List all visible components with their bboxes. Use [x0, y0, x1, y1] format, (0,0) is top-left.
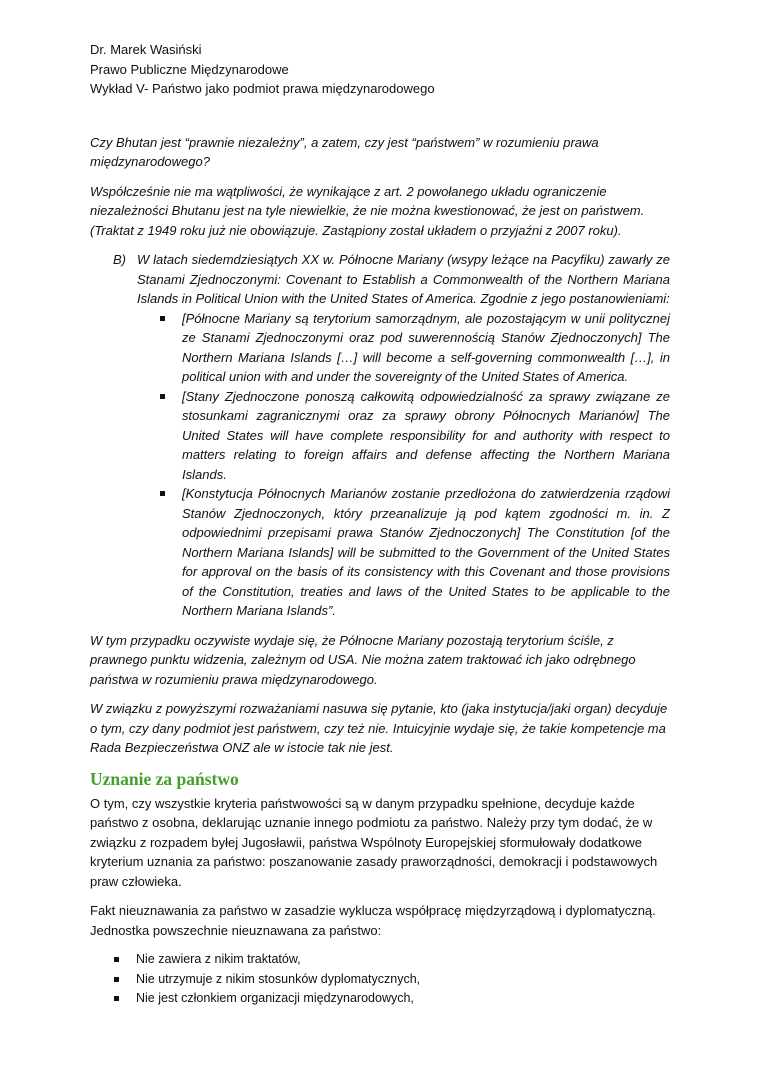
covenant-provisions-list	[137, 309, 670, 621]
recognition-paragraph-1: O tym, czy wszystkie kryteria państwowości są w danym przypadku spełnione, decyduje każde państwo z osobna, deklarując uznanie innego podmiotu za państwo. Należy przy tym dodać, że w związku z rozpadem byłej Jugosławii, państwa Wspólnoty Europejskiej sformułowały dodatkowe kryterium uznania za państwo: poszanowanie zasady praworządności, demokracji i podstawowych praw człowieka.	[90, 795, 658, 889]
unrecognized-consequences-list	[90, 950, 670, 1009]
header-author: Dr. Marek Wasiński	[90, 42, 202, 57]
square-bullet-icon	[114, 957, 119, 962]
section-title: Uznanie za państwo	[90, 768, 239, 789]
section-b-marker: B)	[113, 252, 126, 267]
header-course: Prawo Publiczne Międzynarodowe	[90, 61, 289, 77]
covenant-provision-3: [Konstytucja Północnych Marianów zostanie przedłożona do zatwierdzenia rządowi Stanów Zjednoczonych, który przeanalizuje ją pod kątem zgodności m. in. Z odpowiednimi przepisami prawa Stanów Zjednoczonych] The Constitution [of the Northern Mariana Islands] will be submitted to the Government of the United States for approval on the basis of its consistency with this Covenant and those provisions of the Constitution, treaties and laws of the United States to be applicable to the Northern Mariana Islands”.	[182, 486, 670, 618]
bhutan-answer: Współcześnie nie ma wątpliwości, że wynikające z art. 2 powołanego układu ograniczenie niezależności Bhutanu jest na tyle niewielkie, że nie można kwestionować, że jest on państwem. (Traktat z 1949 roku już nie obowiązuje. Zastąpiony został układem o przyjaźni z 2007 roku).	[90, 183, 645, 238]
document-page	[90, 40, 670, 1009]
list-item	[90, 950, 670, 970]
bhutan-question: Czy Bhutan jest “prawnie niezależny”, a zatem, czy jest “państwem” w rozumieniu prawa międzynarodowego?	[90, 134, 599, 169]
list-item	[137, 387, 670, 485]
covenant-provision-2: [Stany Zjednoczone ponoszą całkowitą odpowiedzialność za sprawy związane ze stosunkami zagranicznymi oraz za sprawy obrony Północnych Marianów] The United States will have complete responsibility for and authority with respect to matters relating to foreign affairs and defense affecting the Northern Mariana Islands.	[182, 388, 670, 482]
recognition-paragraph-2: Fakt nieuznawania za państwo w zasadzie wyklucza współpracę międzyrządową i dyplomatyczną. Jednostka powszechnie nieuznawana za państwo:	[90, 903, 656, 938]
section-b	[90, 250, 670, 621]
square-bullet-icon	[160, 491, 165, 496]
unrecognized-item-1: Nie zawiera z nikim traktatów,	[136, 952, 301, 966]
square-bullet-icon	[114, 977, 119, 982]
square-bullet-icon	[114, 996, 119, 1001]
covenant-provision-1: [Północne Mariany są terytorium samorządnym, ale pozostającym w unii politycznej ze Stanami Zjednoczonymi oraz pod suwerennością Stanów Zjednoczonych] The Northern Mariana Islands […] will become a self-governing commonwealth […], in political union with and under the sovereignty of the United States of America.	[182, 310, 670, 384]
section-b-intro: W latach siedemdziesiątych XX w. Północne Mariany (wsypy leżące na Pacyfiku) zawarły ze Stanami Zjednoczonymi: Covenant to Establish a Commonwealth of the Northern Mariana Islands in Political Union with the United States of America. Zgodnie z jego postanowieniami:	[137, 252, 670, 306]
conclusion-2: W związku z powyższymi rozważaniami nasuwa się pytanie, kto (jaka instytucja/jaki organ) decyduje o tym, czy dany podmiot jest państwem, czy też nie. Intuicyjnie wydaje się, że takie kompetencje ma Rada Bezpieczeństwa ONZ ale w istocie tak nie jest.	[90, 701, 668, 755]
square-bullet-icon	[160, 316, 165, 321]
list-item	[137, 309, 670, 387]
list-item	[137, 484, 670, 621]
list-item	[90, 970, 670, 990]
conclusion-1: W tym przypadku oczywiste wydaje się, że Północne Mariany pozostają terytorium ściśle, z prawnego punktu widzenia, zależnym od USA. Nie można zatem traktować ich jako odrębnego państwa w rozumieniu prawa międzynarodowego.	[90, 632, 636, 687]
unrecognized-item-3: Nie jest członkiem organizacji międzynarodowych,	[136, 991, 414, 1005]
list-item	[90, 989, 670, 1009]
unrecognized-item-2: Nie utrzymuje z nikim stosunków dyplomatycznych,	[136, 971, 421, 986]
square-bullet-icon	[160, 394, 165, 399]
header-lecture: Wykład V- Państwo jako podmiot prawa międzynarodowego	[90, 81, 435, 96]
